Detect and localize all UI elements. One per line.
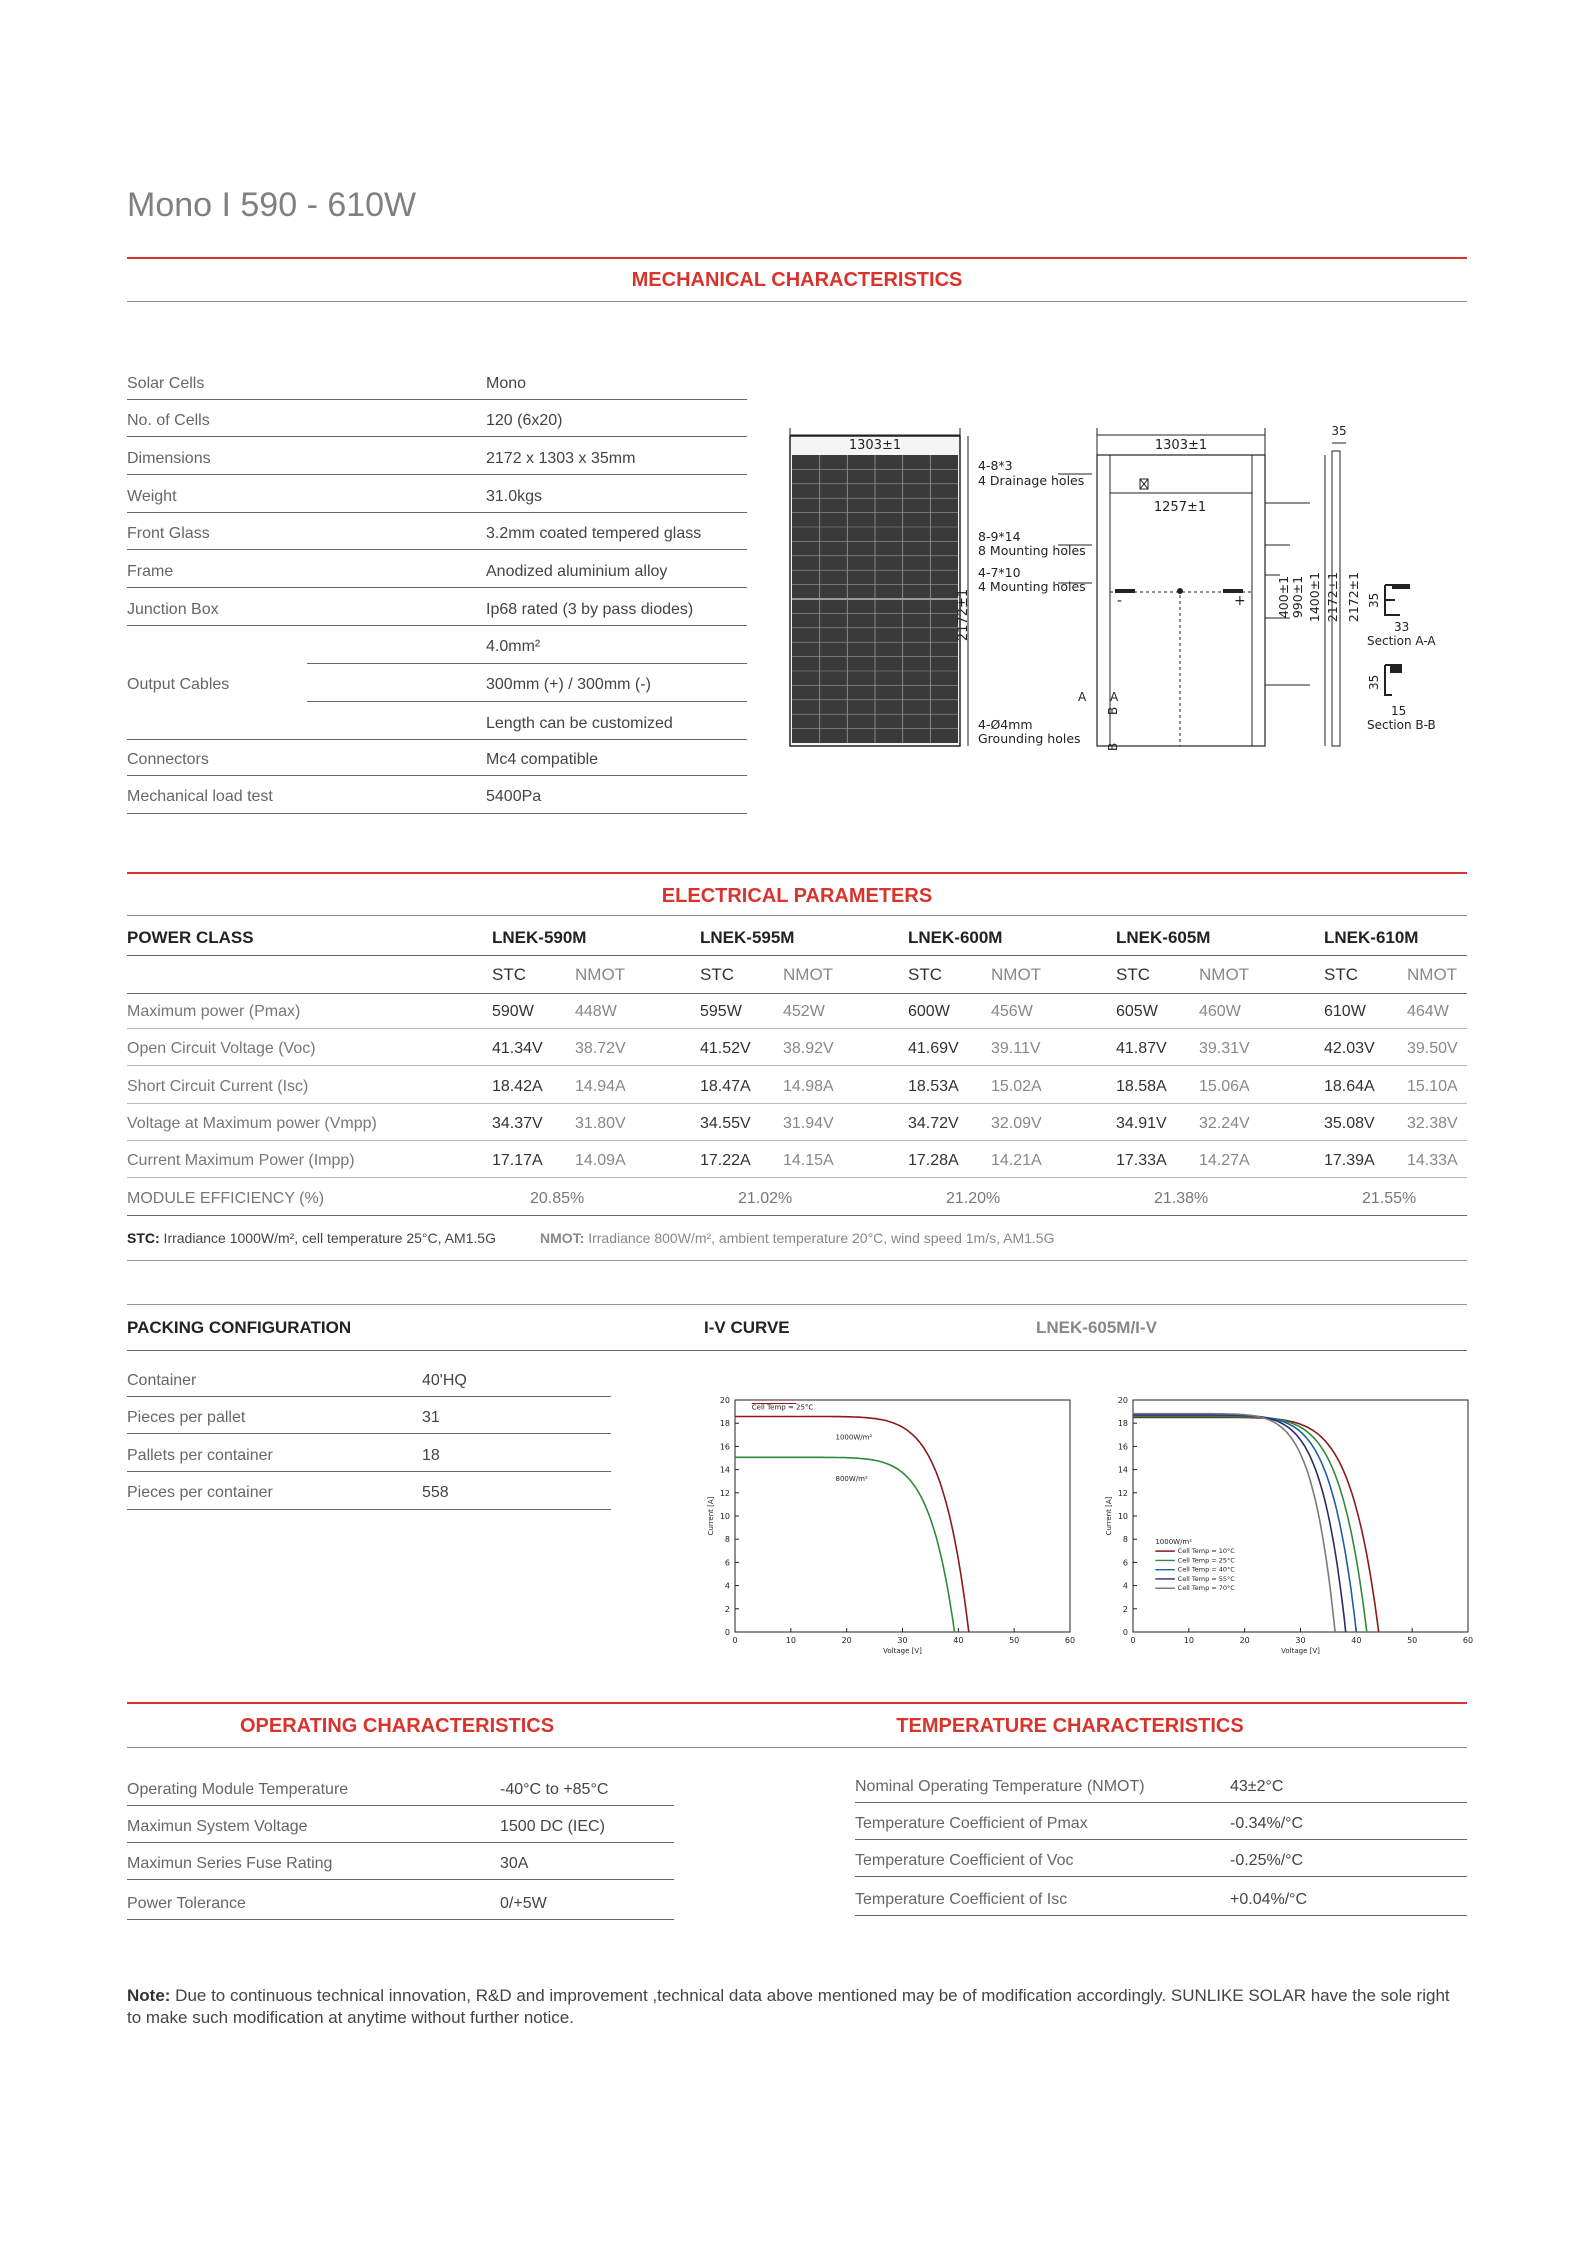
height-label-front: 2172±1 — [956, 588, 971, 642]
svg-text:35: 35 — [1367, 592, 1381, 608]
mount1-callout-1: 8-9*14 — [978, 529, 1021, 544]
x-tick-label: 30 — [1295, 1636, 1306, 1645]
section-divider — [127, 301, 1467, 302]
param-value: 14.98A — [783, 1078, 834, 1095]
param-value: 32.38V — [1407, 1115, 1458, 1132]
legend-entry: Cell Temp = 25°C — [1177, 1556, 1235, 1565]
y-tick-label: 0 — [1122, 1628, 1128, 1637]
svg-text:33: 33 — [1394, 620, 1410, 634]
width-label-front: 1303±1 — [848, 438, 902, 453]
section-b-marker: B — [1106, 706, 1120, 715]
svg-text:A: A — [1110, 690, 1119, 704]
temperature-heading: TEMPERATURE CHARACTERISTICS — [896, 1715, 1244, 1737]
mechanical-table: Solar Cells Mono No. of Cells 120 (6x20) Dimensions 2172 x 1303 x 35mm Weight 31.0kgs Front Glass 3.2mm coated tempered glass Frame Anodized aluminium alloy Junction Box Ip68 rated (3 by pass diodes) 4.0mm² Output Cables 300mm (+) / 300mm (-) Length can be customized Connectors Mc4 compatible Mechanical load test 5400Pa — [127, 372, 747, 822]
y-tick-label: 0 — [724, 1628, 730, 1637]
param-value: 14.33A — [1407, 1152, 1458, 1169]
model-header: LNEK-605M — [1116, 928, 1211, 947]
y-tick-label: 14 — [719, 1465, 730, 1475]
param-value: 605W — [1116, 1003, 1158, 1020]
param-label: Open Circuit Voltage (Voc) — [127, 1040, 316, 1057]
param-value: 41.52V — [700, 1040, 751, 1057]
plus-sign: + — [1234, 593, 1246, 609]
svg-text:2172±1: 2172±1 — [1346, 571, 1361, 623]
x-tick-label: 40 — [1351, 1636, 1362, 1645]
y-tick-label: 4 — [724, 1581, 730, 1591]
x-tick-label: 50 — [1407, 1636, 1418, 1645]
nmot-label: NMOT — [783, 965, 834, 984]
svg-text:35: 35 — [1367, 674, 1381, 690]
y-tick-label: 4 — [1122, 1581, 1128, 1591]
x-tick-label: 20 — [1239, 1636, 1250, 1645]
section-a-label: Section A-A — [1367, 634, 1436, 648]
param-value: 600W — [908, 1003, 950, 1020]
drain-callout-1: 4-8*3 — [978, 458, 1013, 473]
param-value: 38.92V — [783, 1040, 834, 1057]
param-value: 17.28A — [908, 1152, 959, 1169]
nmot-label: NMOT — [575, 965, 626, 984]
param-value: 18.64A — [1324, 1078, 1375, 1095]
legend-entry: Cell Temp = 70°C — [1177, 1584, 1235, 1593]
y-tick-label: 16 — [1117, 1442, 1128, 1452]
param-value: 590W — [492, 1003, 534, 1020]
minus-sign: - — [1117, 593, 1123, 609]
param-value: 15.02A — [991, 1078, 1042, 1095]
param-value: 35.08V — [1324, 1115, 1375, 1132]
nmot-label: NMOT — [1407, 965, 1458, 984]
stc-note: STC: Irradiance 1000W/m², cell temperature 25°C, AM1.5G — [127, 1230, 496, 1246]
dim-1400: 1400±1 — [1307, 571, 1322, 623]
model-header: LNEK-590M — [492, 928, 587, 947]
nmot-note: NMOT: Irradiance 800W/m², ambient temperature 20°C, wind speed 1m/s, AM1.5G — [540, 1230, 1055, 1246]
iv-curve-irradiance-chart — [700, 1392, 1080, 1657]
x-tick-label: 60 — [1064, 1636, 1076, 1645]
iv-series-line — [735, 1457, 955, 1632]
series-label: 1000W/m² — [835, 1433, 873, 1442]
param-value: 34.55V — [700, 1115, 751, 1132]
stc-label: STC — [492, 965, 526, 984]
nmot-label: NMOT — [991, 965, 1042, 984]
x-tick-label: 30 — [897, 1636, 908, 1645]
param-value: 595W — [700, 1003, 742, 1020]
ground-callout-1: 4-Ø4mm — [978, 717, 1033, 732]
y-tick-label: 20 — [1117, 1396, 1128, 1405]
param-label: Current Maximum Power (Impp) — [127, 1152, 355, 1169]
iv-curve-temperature-chart — [1098, 1392, 1478, 1657]
param-value: 34.72V — [908, 1115, 959, 1132]
param-value: 17.17A — [492, 1152, 543, 1169]
param-value: 448W — [575, 1003, 617, 1020]
x-tick-label: 0 — [732, 1636, 738, 1645]
legend-entry: Cell Temp = 55°C — [1177, 1574, 1235, 1583]
param-value: 38.72V — [575, 1040, 626, 1057]
ground-callout-2: Grounding holes — [978, 731, 1081, 746]
iv-heading: I-V CURVE — [704, 1318, 790, 1337]
param-value: 452W — [783, 1003, 825, 1020]
section-divider — [127, 257, 1467, 259]
stc-label: STC — [908, 965, 942, 984]
param-value: 39.11V — [991, 1040, 1041, 1057]
model-header: LNEK-595M — [700, 928, 795, 947]
thickness-label: 35 — [1331, 424, 1347, 438]
svg-text:15: 15 — [1391, 704, 1407, 718]
param-value: 31.80V — [575, 1115, 626, 1132]
x-axis-label: Voltage [V] — [883, 1647, 922, 1655]
y-tick-label: 18 — [719, 1419, 730, 1429]
packing-heading: PACKING CONFIGURATION — [127, 1318, 352, 1337]
stc-label: STC — [1324, 965, 1358, 984]
x-tick-label: 0 — [1130, 1636, 1136, 1645]
series-label: 800W/m² — [835, 1475, 868, 1484]
page-title: Mono I 590 - 610W — [127, 186, 417, 224]
x-tick-label: 10 — [785, 1636, 796, 1645]
mount1-callout-2: 8 Mounting holes — [978, 543, 1086, 558]
module-drawing — [780, 415, 1450, 760]
param-value: 39.31V — [1199, 1040, 1250, 1057]
x-tick-label: 60 — [1462, 1636, 1474, 1645]
iv-series-line — [1133, 1416, 1356, 1633]
x-tick-label: 10 — [1183, 1636, 1194, 1645]
param-value: 14.09A — [575, 1152, 626, 1169]
param-value: 15.06A — [1199, 1078, 1250, 1095]
param-value: 18.47A — [700, 1078, 751, 1095]
param-value: 41.87V — [1116, 1040, 1167, 1057]
y-tick-label: 12 — [719, 1488, 730, 1498]
operating-heading: OPERATING CHARACTERISTICS — [239, 1715, 555, 1737]
legend-title: 1000W/m² — [1155, 1537, 1193, 1546]
param-value: 18.58A — [1116, 1078, 1167, 1095]
iv-model: LNEK-605M/I-V — [1036, 1318, 1157, 1337]
power-class-header: POWER CLASS — [127, 928, 254, 947]
param-value: 34.91V — [1116, 1115, 1167, 1132]
section-a-a — [1367, 585, 1436, 648]
y-tick-label: 6 — [724, 1558, 730, 1568]
section-a-marker: A — [1078, 690, 1087, 704]
inner-width-label: 1257±1 — [1153, 500, 1207, 515]
param-value: 460W — [1199, 1003, 1241, 1020]
y-tick-label: 2 — [1122, 1604, 1128, 1614]
legend-entry: Cell Temp = 40°C — [1177, 1565, 1235, 1574]
panel-front-view — [790, 436, 960, 746]
efficiency-value: 21.02% — [738, 1190, 793, 1207]
param-value: 456W — [991, 1003, 1033, 1020]
efficiency-value: 21.38% — [1154, 1190, 1209, 1207]
footer-note: Note: Due to continuous technical innovation, R&D and improvement ,technical data above mentioned may be of modification accordingly. SUNLIKE SOLAR have the sole right to make such modification at anytime without further notice. — [127, 1986, 1450, 2027]
y-tick-label: 2 — [724, 1604, 730, 1614]
param-value: 14.15A — [783, 1152, 834, 1169]
y-tick-label: 12 — [1117, 1488, 1128, 1498]
param-value: 41.34V — [492, 1040, 543, 1057]
mechanical-heading: MECHANICAL CHARACTERISTICS — [631, 269, 963, 291]
x-axis-label: Voltage [V] — [1281, 1647, 1320, 1655]
param-value: 17.22A — [700, 1152, 751, 1169]
dim-990: 990±1 — [1290, 575, 1305, 619]
param-label: Voltage at Maximum power (Vmpp) — [127, 1115, 377, 1132]
y-tick-label: 20 — [719, 1396, 730, 1405]
y-tick-label: 8 — [724, 1535, 730, 1545]
svg-text:B: B — [1106, 742, 1120, 751]
y-tick-label: 6 — [1122, 1558, 1128, 1568]
param-value: 31.94V — [783, 1115, 834, 1132]
nmot-label: NMOT — [1199, 965, 1250, 984]
param-value: 15.10A — [1407, 1078, 1458, 1095]
param-value: 42.03V — [1324, 1040, 1375, 1057]
y-axis-label: Current [A] — [1105, 1496, 1113, 1536]
stc-label: STC — [1116, 965, 1150, 984]
y-tick-label: 14 — [1117, 1465, 1128, 1475]
efficiency-value: 21.20% — [946, 1190, 1001, 1207]
electrical-heading: ELECTRICAL PARAMETERS — [661, 885, 933, 907]
dim-400: 400±1 — [1276, 575, 1291, 619]
param-value: 14.94A — [575, 1078, 626, 1095]
mount2-callout-1: 4-7*10 — [978, 565, 1021, 580]
x-tick-label: 50 — [1009, 1636, 1020, 1645]
chart-legend-label: Cell Temp = 25°C — [751, 1403, 814, 1412]
efficiency-value: 21.55% — [1362, 1190, 1417, 1207]
stc-label: STC — [700, 965, 734, 984]
param-value: 41.69V — [908, 1040, 959, 1057]
param-label: Short Circuit Current (Isc) — [127, 1078, 309, 1095]
y-tick-label: 8 — [1122, 1535, 1128, 1545]
y-tick-label: 16 — [719, 1442, 730, 1452]
param-value: 464W — [1407, 1003, 1449, 1020]
plot-frame — [1133, 1400, 1468, 1632]
dim-2172-back: 2172±1 — [1325, 571, 1340, 623]
param-value: 17.39A — [1324, 1152, 1375, 1169]
param-value: 18.53A — [908, 1078, 959, 1095]
param-value: 32.24V — [1199, 1115, 1250, 1132]
model-header: LNEK-610M — [1324, 928, 1419, 947]
y-tick-label: 10 — [719, 1512, 730, 1521]
model-header: LNEK-600M — [908, 928, 1003, 947]
legend-entry: Cell Temp = 10°C — [1177, 1547, 1235, 1556]
param-value: 18.42A — [492, 1078, 543, 1095]
param-value: 34.37V — [492, 1115, 543, 1132]
param-value: 39.50V — [1407, 1040, 1458, 1057]
section-b-label: Section B-B — [1367, 718, 1436, 732]
iv-series-line — [735, 1417, 969, 1633]
param-label: Maximum power (Pmax) — [127, 1003, 301, 1020]
efficiency-value: 20.85% — [530, 1190, 585, 1207]
y-axis-label: Current [A] — [707, 1496, 715, 1536]
y-tick-label: 18 — [1117, 1419, 1128, 1429]
param-value: 17.33A — [1116, 1152, 1167, 1169]
x-tick-label: 40 — [953, 1636, 964, 1645]
x-tick-label: 20 — [841, 1636, 852, 1645]
mount2-callout-2: 4 Mounting holes — [978, 579, 1086, 594]
width-label-back: 1303±1 — [1154, 438, 1208, 453]
param-value: 14.21A — [991, 1152, 1042, 1169]
drain-callout-2: 4 Drainage holes — [978, 473, 1085, 488]
section-b-b — [1367, 665, 1436, 732]
param-value: 14.27A — [1199, 1152, 1250, 1169]
plot-frame — [735, 1400, 1070, 1632]
y-tick-label: 10 — [1117, 1512, 1128, 1521]
param-value: 610W — [1324, 1003, 1366, 1020]
efficiency-label: MODULE EFFICIENCY (%) — [127, 1190, 325, 1207]
param-value: 32.09V — [991, 1115, 1042, 1132]
